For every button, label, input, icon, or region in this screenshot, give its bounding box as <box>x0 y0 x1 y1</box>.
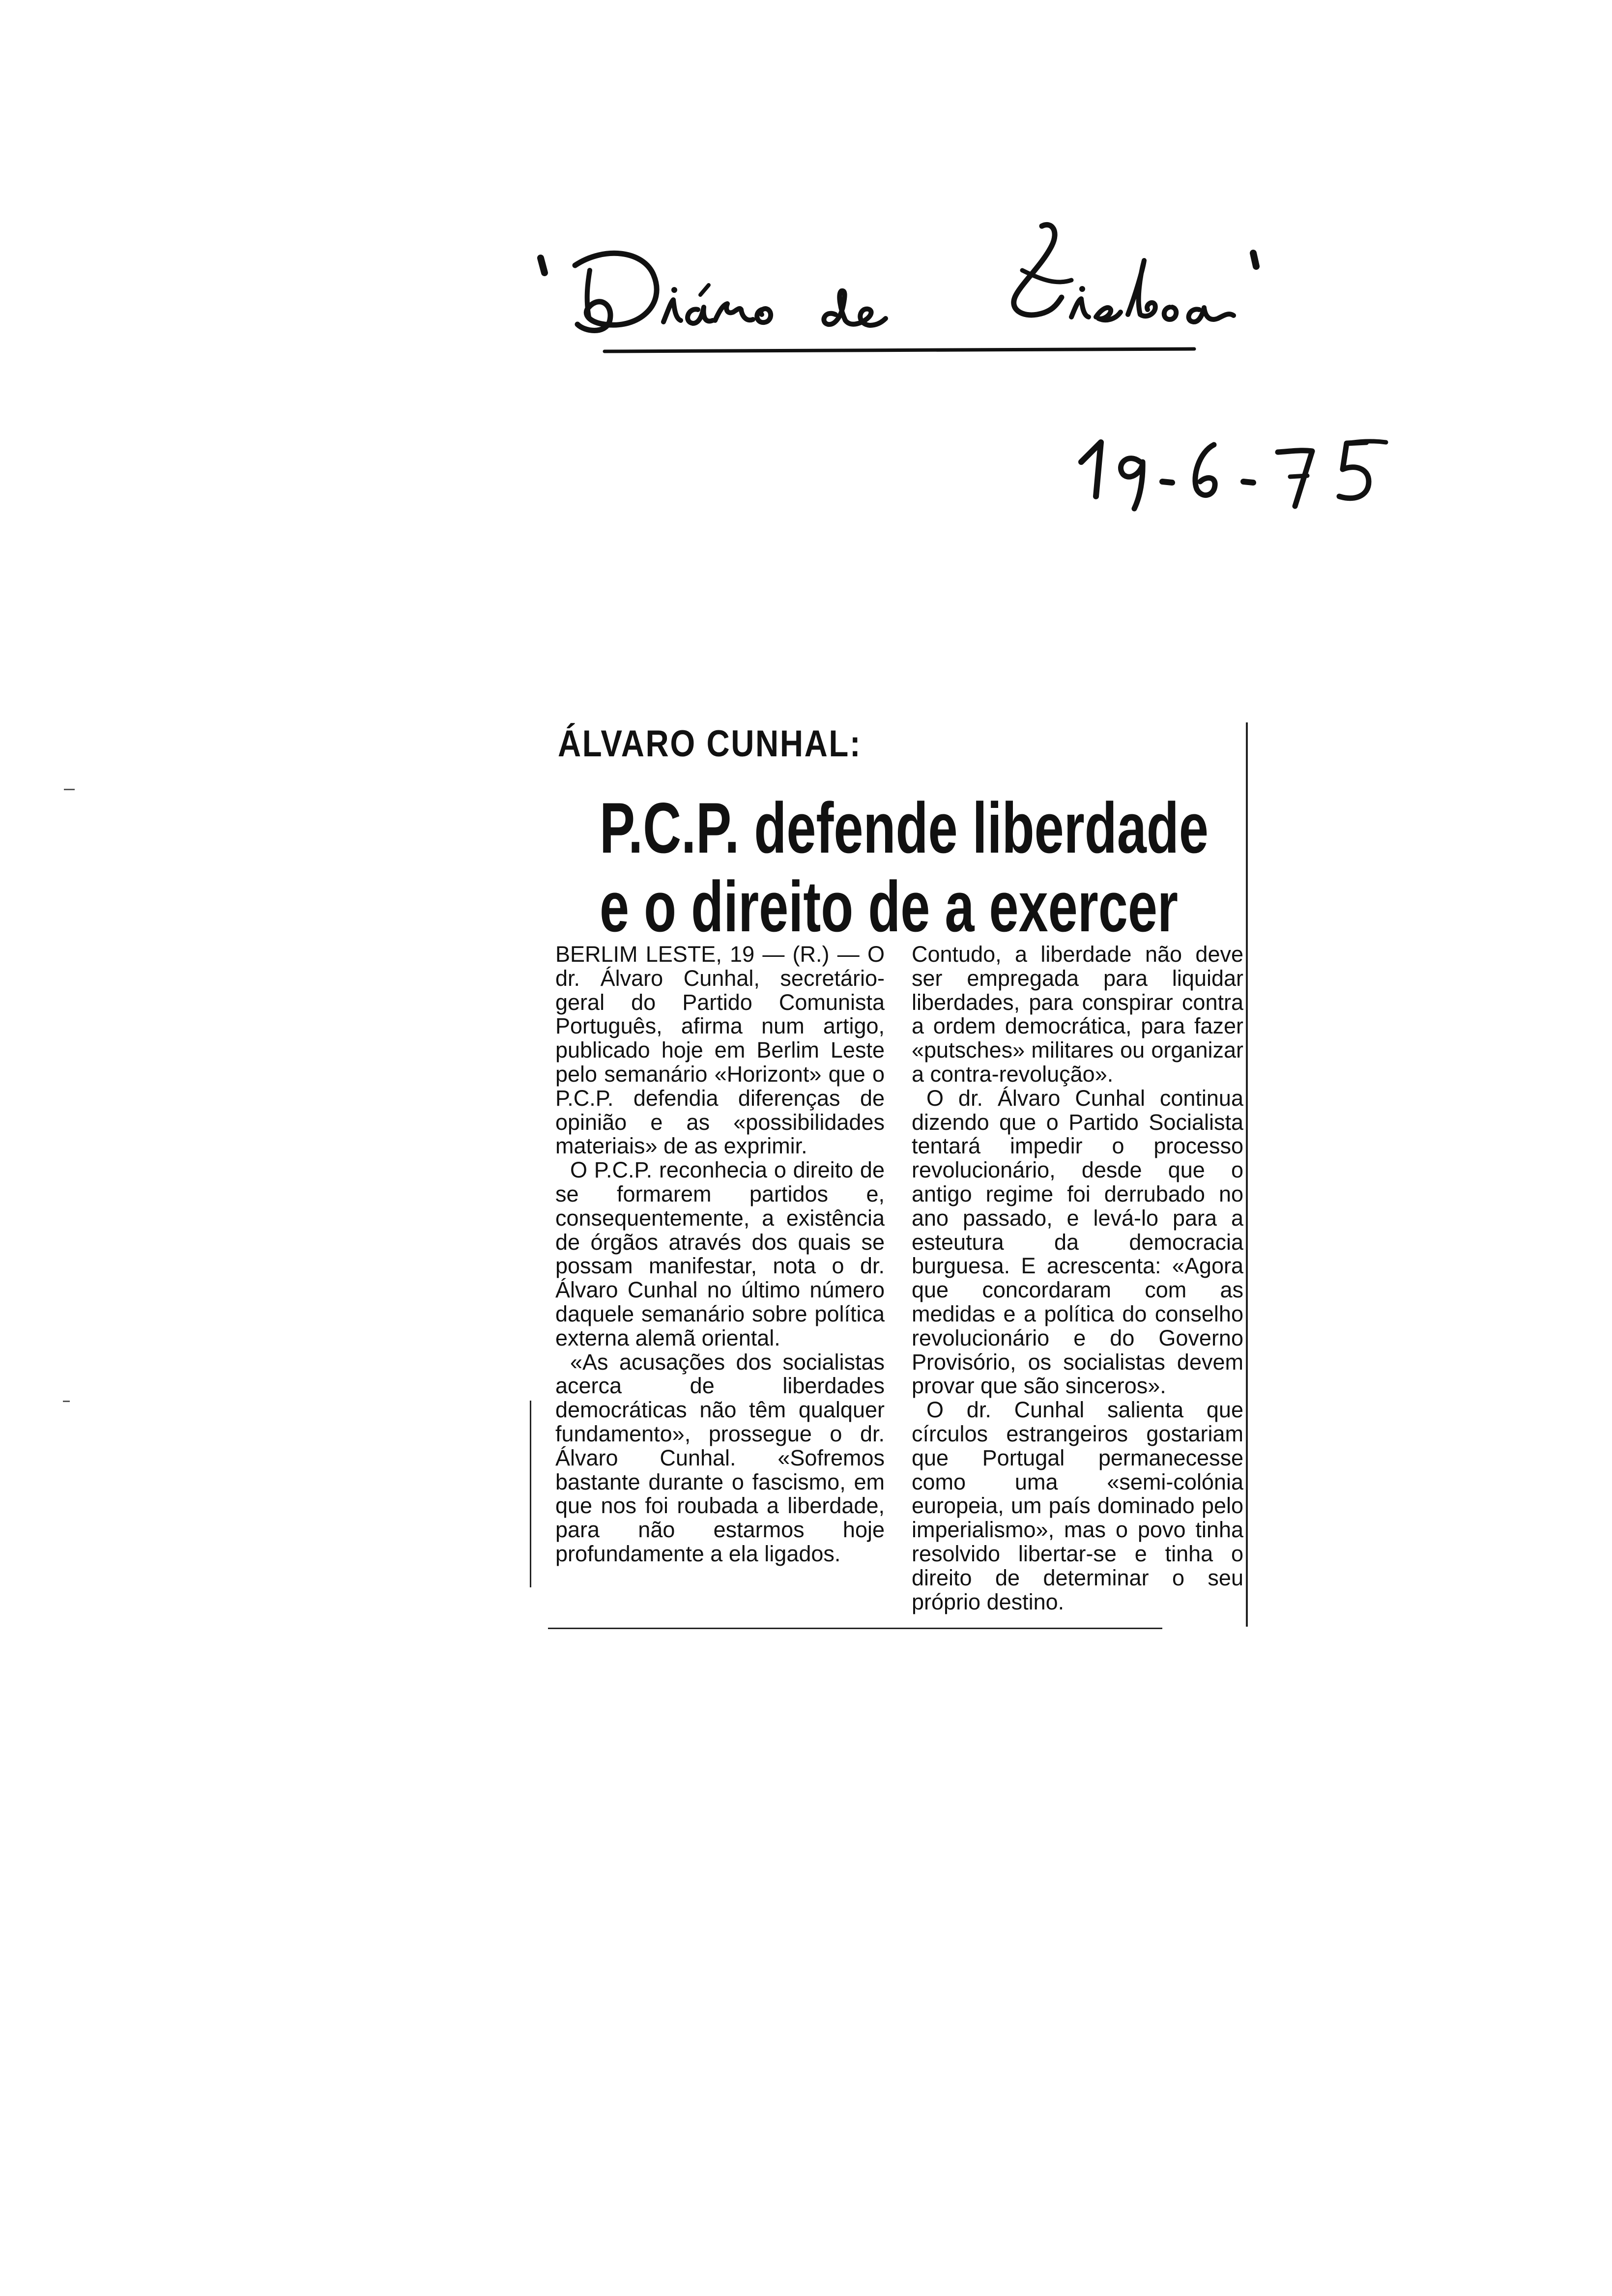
article-column-right <box>912 943 1243 1614</box>
handwritten-date-annotation <box>1071 423 1396 521</box>
article-column-left <box>555 943 885 1566</box>
article-right-rule <box>1246 722 1248 1627</box>
scan-mark <box>63 1401 70 1402</box>
paragraph: Contudo, a liberdade não deve ser empregada para liquidar liberdades, para conspirar contra a ordem democrática, para fazer «putsches» militares ou organizar a contra-revolução». <box>912 942 1243 1087</box>
handwritten-source-annotation <box>531 211 1268 373</box>
headline-line-2: e o direito de a exercer <box>600 866 1178 947</box>
paragraph: O P.C.P. reconhecia o direito de se formarem partidos e, consequentemente, a existência de órgãos através dos quais se possam manifestar, nota o dr. Álvaro Cunhal no último número daquele semanário sobre política externa alemã oriental. <box>555 1157 885 1350</box>
headline-line-1: P.C.P. defende liberdade <box>600 788 1209 868</box>
paragraph: O dr. Cunhal salienta que círculos estrangeiros gostariam que Portugal permanecesse como uma «semi-colónia europeia, um país dominado pelo imperialismo», mas o povo tinha resolvido libertar-se e tinha o direito de determinar o seu próprio destino. <box>912 1397 1243 1614</box>
article-left-margin-mark <box>530 1401 531 1587</box>
paragraph: O dr. Álvaro Cunhal continua dizendo que o Partido Socialista tentará impedir o processo revolucionário, desde que o antigo regime foi derrubado no ano passado, e levá-lo para a esteutura da democracia burguesa. E acrescenta: «Agora que concordaram com as medidas e a política do conselho revolucionário e do Governo Provisório, os socialistas devem provar que são sinceros». <box>912 1085 1243 1399</box>
article-bottom-rule <box>548 1628 1162 1629</box>
paragraph: BERLIM LESTE, 19 — (R.) — O dr. Álvaro Cunhal, secretário-geral do Partido Comunista Português, afirma num artigo, publicado hoje em Berlim Leste pelo semanário «Horizont» que o P.C.P. defendia diferenças de opinião e as «possibilidades materiais» de as exprimir. <box>555 942 885 1159</box>
paragraph: «As acusações dos socialistas acerca de liberdades democráticas não têm qualquer fundamento», prossegue o dr. Álvaro Cunhal. «Sofremos bastante durante o fascismo, em que nos foi roubada a liberdade, para não estarmos hoje profundamente a ela ligados. <box>555 1349 885 1566</box>
scan-mark <box>64 789 75 790</box>
article-kicker: ÁLVARO CUNHAL: <box>558 723 862 765</box>
